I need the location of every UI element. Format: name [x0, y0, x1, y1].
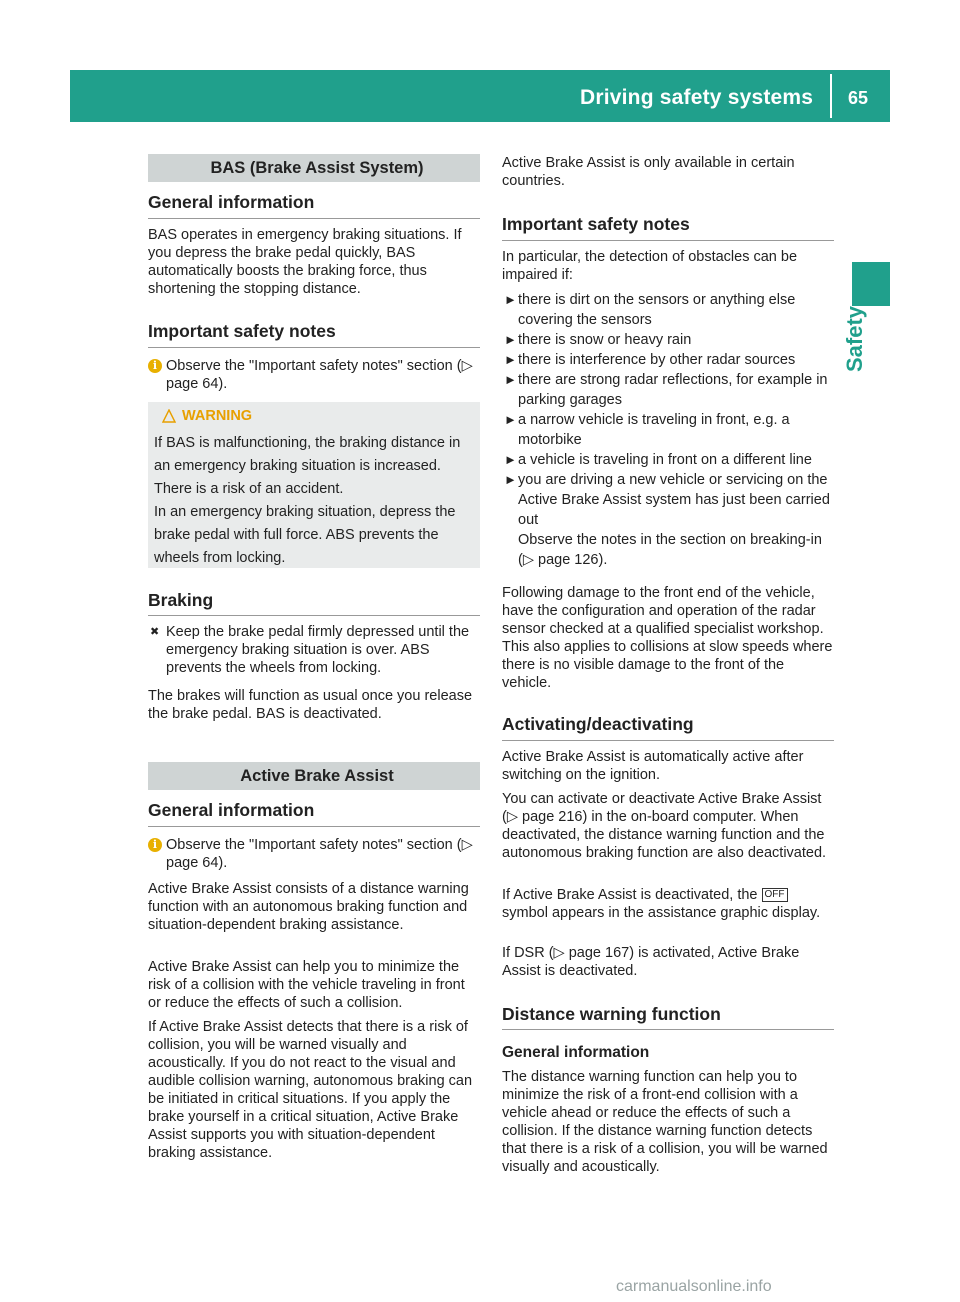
- info-note: [148, 357, 480, 397]
- heading-activating-deactivating: Activating/deactivating: [502, 714, 694, 734]
- list-item: ► a vehicle is traveling in front on a different line: [504, 452, 812, 468]
- side-tab-label: Safety: [842, 305, 867, 372]
- heading-general-information-2: General information: [148, 800, 315, 820]
- list-item: ► you are driving a new vehicle or servicing on the Active Brake Assist system has just been carried out: [504, 472, 830, 528]
- info-icon: i: [148, 359, 162, 373]
- page-number: 65: [848, 88, 869, 108]
- activating-paragraph-2: You can activate or deactivate Active Brake Assist (▷ page 216) in the on-board computer. When deactivated, the distance warning function and the autonomous braking function are also deactivated.: [502, 791, 827, 861]
- divider: [148, 218, 480, 219]
- info-note-text[interactable]: Observe the "Important safety notes" section (▷ page 64).: [166, 358, 473, 392]
- heading-important-safety-notes: Important safety notes: [148, 321, 336, 341]
- step-arrow-icon: ✖: [150, 626, 160, 638]
- list-item: ► there are strong radar reflections, for example in parking garages: [504, 372, 828, 408]
- activating-paragraph-4: If DSR (▷ page 167) is activated, Active Brake Assist is deactivated.: [502, 945, 800, 979]
- aba-paragraph-2: Active Brake Assist can help you to minimize the risk of a collision with the vehicle traveling in front or reduce the effects of such a collision.: [148, 959, 465, 1011]
- warning-triangle-icon: [162, 409, 176, 423]
- activating-paragraph-1: Active Brake Assist is automatically active after switching on the ignition.: [502, 749, 804, 783]
- side-tab: [852, 262, 890, 306]
- divider: [502, 240, 834, 241]
- list-item: ► a narrow vehicle is traveling in front, e.g. a motorbike: [504, 412, 790, 448]
- aba-off-icon: OFF: [762, 888, 788, 902]
- warning-text-1: If BAS is malfunctioning, the braking distance in an emergency braking situation is increased. There is a risk of an accident.: [154, 435, 461, 497]
- divider: [148, 615, 480, 616]
- heading-general-information: General information: [148, 192, 315, 212]
- heading-general-information-3: General information: [502, 1044, 650, 1061]
- section-bar-bas: BAS (Brake Assist System): [148, 154, 480, 182]
- warning-box: [148, 402, 480, 568]
- header-separator: [830, 74, 832, 118]
- divider: [502, 740, 834, 741]
- activating-paragraph-3: If Active Brake Assist is deactivated, the OFF symbol appears in the assistance graphic display.: [502, 887, 821, 921]
- header-title: Driving safety systems: [580, 86, 814, 109]
- warning-text-2: In an emergency braking situation, depress the brake pedal with full force. ABS prevents the wheels from locking.: [154, 504, 456, 566]
- braking-step-text: Keep the brake pedal firmly depressed until the emergency braking situation is over. ABS prevents the wheels from locking.: [166, 624, 470, 676]
- divider: [502, 1029, 834, 1030]
- heading-important-safety-notes-2: Important safety notes: [502, 214, 690, 234]
- observe-notes-link[interactable]: Observe the notes in the section on breaking-in (▷ page 126).: [518, 532, 822, 568]
- particular-paragraph: In particular, the detection of obstacles can be impaired if:: [502, 249, 798, 283]
- info-note-2: [148, 836, 480, 876]
- braking-step: [148, 623, 480, 677]
- list-item: ► there is interference by other radar sources: [504, 352, 796, 368]
- intro-paragraph: Active Brake Assist is only available in certain countries.: [502, 155, 795, 189]
- divider: [148, 347, 480, 348]
- observe-notes: [502, 530, 834, 570]
- warning-header: [154, 408, 472, 424]
- braking-paragraph: The brakes will function as usual once you release the brake pedal. BAS is deactivated.: [148, 688, 473, 722]
- watermark: carmanualsonline.info: [616, 1278, 772, 1295]
- warning-label: WARNING: [182, 408, 253, 424]
- info-note-text-2[interactable]: Observe the "Important safety notes" section (▷ page 64).: [166, 837, 473, 871]
- impairment-list: [502, 290, 834, 570]
- aba-paragraph-1: Active Brake Assist consists of a distance warning function with an autonomous braking function and situation-dependent braking assistance.: [148, 881, 469, 933]
- heading-distance-warning-function: Distance warning function: [502, 1004, 721, 1024]
- section-bar-active-brake-assist: Active Brake Assist: [148, 762, 480, 790]
- heading-braking: Braking: [148, 590, 214, 610]
- distance-paragraph: The distance warning function can help you to minimize the risk of a front-end collision with a vehicle ahead or reduce the effects of such a collision. If the distance warning function detects that there is a risk of a collision, you will be warned visually and acoustically.: [502, 1069, 828, 1175]
- divider: [148, 826, 480, 827]
- bas-paragraph: BAS operates in emergency braking situations. If you depress the brake pedal quickly, BAS automatically boosts the braking force, thus shortening the stopping distance.: [148, 227, 462, 297]
- info-icon: i: [148, 838, 162, 852]
- damage-paragraph: Following damage to the front end of the vehicle, have the configuration and operation of the radar sensor checked at a qualified specialist workshop. This also applies to collisions at slow speeds where there is no visible damage to the front of the vehicle.: [502, 585, 833, 691]
- list-item: ► there is dirt on the sensors or anything else covering the sensors: [504, 292, 796, 328]
- aba-paragraph-3: If Active Brake Assist detects that there is a risk of collision, you will be warned visually and acoustically. If you do not react to the visual and audible collision warning, autonomous braking can be initiated in critical situations. If you apply the brake yourself in a critical situation, Active Brake Assist supports you with situation-dependent braking assistance.: [148, 1019, 473, 1161]
- list-item: ► there is snow or heavy rain: [504, 332, 692, 348]
